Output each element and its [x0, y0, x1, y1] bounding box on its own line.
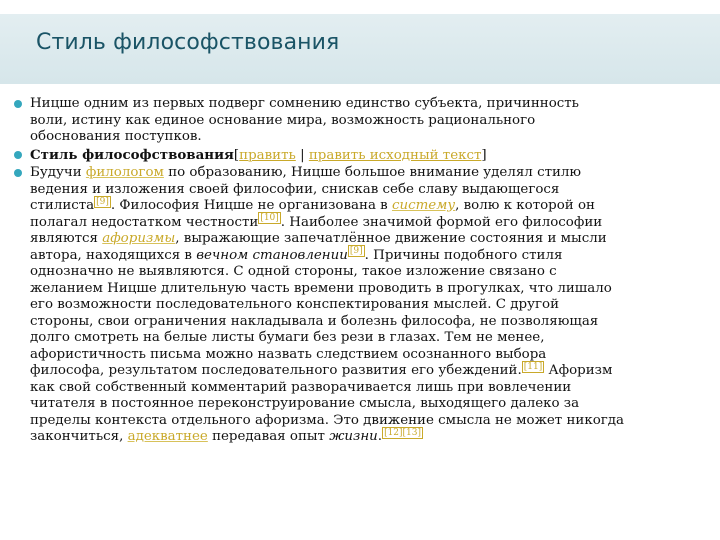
text-line: Ницше одним из первых подверг сомнению единство субъекта, причинность [30, 96, 579, 111]
text-span: передавая опыт [207, 429, 330, 444]
bullet-dot-icon [14, 100, 22, 108]
reference-10[interactable]: [10] [260, 213, 279, 224]
text-line [30, 147, 714, 165]
aphorisms-link[interactable]: афоризмы [102, 231, 176, 246]
bullet-item [14, 96, 714, 146]
text-line [30, 429, 714, 446]
text-line: его возможности последовательного конспектирования мыслей. С другой [30, 297, 559, 312]
italic-phrase: жизни [329, 429, 378, 444]
text-line: ведения и изложения своей философии, снискав себе славу выдающегося [30, 181, 560, 197]
bullet-dot-icon [14, 151, 22, 159]
text-line [30, 248, 714, 265]
reference-9[interactable]: [9] [96, 196, 109, 207]
reference-12-13[interactable]: [12][13] [384, 427, 422, 438]
text-line: воли, истину как единое основание мира, возможность рационального [30, 112, 536, 128]
text-span: полагал недостатком честности [30, 214, 259, 230]
bracket: ] [481, 147, 487, 163]
text-line: как свой собственный комментарий разворачивается лишь при вовлечении [30, 379, 572, 395]
text-line: желанием Ницше длительную часть времени проводить в прогулках, что лишало [30, 280, 612, 296]
system-link[interactable]: систему [391, 198, 456, 213]
text-span: , волю к которой он [455, 198, 595, 213]
text-span: по образованию, Ницше большое внимание уделял стилю [163, 165, 582, 180]
adequate-link[interactable]: адекватнее [127, 429, 208, 444]
slide-body [14, 96, 714, 447]
text-span: являются [30, 231, 103, 246]
bullet-item [14, 147, 714, 165]
text-line: стороны, свои ограничения накладывала и болезнь философа, не позволяющая [30, 313, 599, 329]
text-line: афористичность письма можно назвать следствием осознанного выбора [30, 346, 547, 362]
reference-9b[interactable]: [9] [349, 246, 363, 257]
text-span: философа, результатом последовательного развития его убеждений. [30, 363, 522, 378]
text-span: стилиста [30, 198, 95, 213]
text-span: Будучи [30, 165, 86, 180]
text-span: . Причины подобного стиля [364, 247, 563, 263]
section-heading: Стиль философствования [30, 146, 234, 163]
slide-title: Стиль философствования [36, 30, 340, 55]
text-span: . [377, 429, 383, 444]
text-span: , выражающие запечатлённое движение состояния и мысли [175, 231, 607, 246]
separator: | [295, 147, 309, 163]
text-line [30, 198, 714, 215]
bullet-item [14, 165, 714, 446]
text-span: закончиться, [30, 429, 128, 444]
text-line: однозначно не выявляются. С одной стороны, такое изложение связано с [30, 264, 557, 279]
text-line: обоснования поступков. [30, 129, 202, 144]
reference-11[interactable]: [11] [523, 361, 543, 372]
italic-phrase: вечном становлении [196, 247, 348, 263]
text-line [30, 231, 714, 248]
text-span: . Философия Ницше не организована в [110, 198, 392, 213]
text-line: долго смотреть на белые листы бумаги без рези в глазах. Тем не менее, [30, 330, 545, 345]
text-line [30, 363, 714, 380]
text-line: пределы контекста отдельного афоризма. Это движение смысла не может никогда [30, 412, 625, 428]
text-span: . Наиболее значимой формой его философии [280, 214, 603, 230]
edit-source-link[interactable]: править исходный текст [308, 147, 482, 163]
text-span: Афоризм [544, 363, 613, 378]
philologist-link[interactable]: филологом [85, 165, 164, 180]
text-line [30, 165, 714, 182]
bullet-dot-icon [14, 169, 22, 177]
text-span: автора, находящихся в [30, 247, 197, 263]
edit-link[interactable]: править [239, 147, 296, 163]
text-line [30, 215, 714, 232]
text-line: читателя в постоянное переконструирование смысла, выходящего далеко за [30, 396, 580, 411]
bracket: [ [233, 147, 240, 163]
